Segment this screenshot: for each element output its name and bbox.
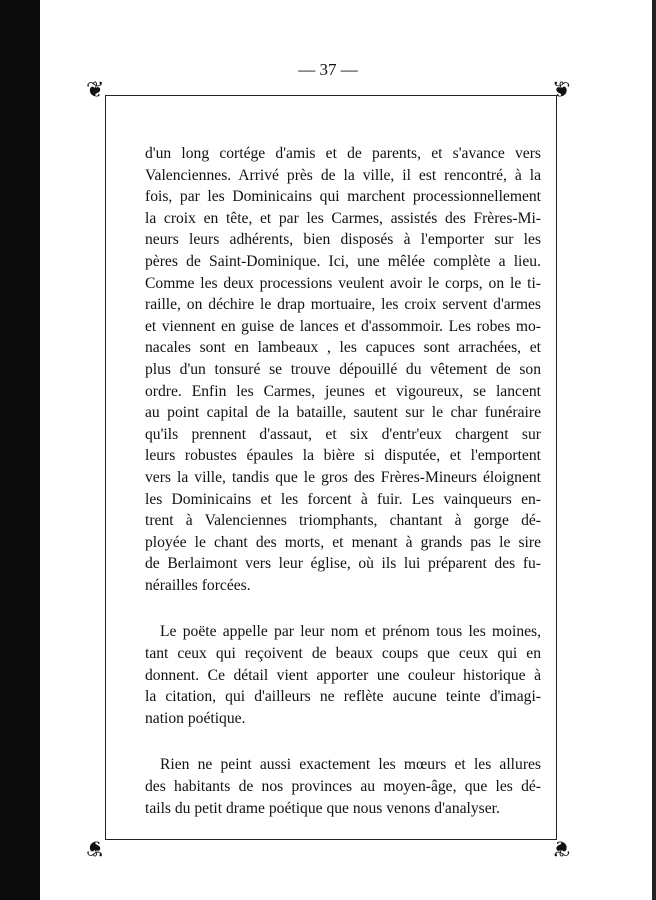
corner-ornament-bottom-right-icon: ❦ — [552, 835, 571, 860]
scan-edge-right — [652, 0, 656, 900]
text-line: la citation, qui d'ailleurs ne reflète aucune teinte d'imagi- — [145, 688, 541, 706]
corner-ornament-bottom-left-icon: ❦ — [86, 835, 105, 860]
scan-edge-left — [0, 0, 40, 900]
text-line: d'un long cortége d'amis et de parents, et s'avance vers — [145, 145, 541, 162]
paragraph — [145, 143, 541, 596]
text-line: vers la ville, tandis que le gros des Frères-Mineurs éloignent — [145, 468, 541, 486]
text-line: leurs robustes épaules la bière si disputée, et l'emportent — [145, 447, 541, 465]
text-line: de Berlaimont vers leur église, où ils lui préparent des fu- — [145, 555, 541, 573]
text-line: Rien ne peint aussi exactement les mœurs et les allures — [160, 756, 541, 774]
text-line: nation poétique. — [145, 709, 246, 727]
text-line: trent à Valenciennes triomphants, chantant à gorge dé- — [145, 512, 541, 530]
body-text — [145, 143, 541, 819]
text-line: donnent. Ce détail vient apporter une couleur historique à — [145, 666, 541, 684]
text-line: fois, par les Dominicains qui marchent processionnellement — [145, 188, 541, 206]
text-line: ployée le chant des morts, et menant à grands pas le sire — [145, 533, 541, 551]
text-line: pères de Saint-Dominique. Ici, une mêlée complète a lieu. — [145, 252, 541, 270]
page-number: — 37 — — [298, 60, 358, 79]
text-line: Valenciennes. Arrivé près de la ville, il est rencontré, à la — [145, 166, 541, 184]
paragraph-gap — [145, 729, 541, 754]
text-line: raille, on déchire le drap mortuaire, les croix servent d'armes — [145, 296, 541, 314]
text-line: nérailles forcées. — [145, 576, 251, 594]
text-line: ordre. Enfin les Carmes, jeunes et vigoureux, se lancent — [145, 382, 541, 400]
text-line: tails du petit drame poétique que nous venons d'analyser. — [145, 799, 500, 817]
paragraph-gap — [145, 596, 541, 621]
paragraph — [145, 621, 541, 729]
corner-ornament-top-right-icon: ❦ — [552, 78, 571, 103]
text-line: tant ceux qui reçoivent de beaux coups que ceux qui en — [145, 645, 541, 663]
text-line: des habitants de nos provinces au moyen-âge, que les dé- — [145, 778, 541, 796]
text-line: la croix en tête, et par les Carmes, assistés des Frères-Mi- — [145, 209, 541, 227]
text-line: plus d'un tonsuré se trouve dépouillé du vêtement de son — [145, 360, 541, 378]
text-line: les Dominicains et les forcent à fuir. Les vainqueurs en- — [145, 490, 541, 508]
text-line: au point capital de la bataille, sautent sur le char funéraire — [145, 404, 541, 422]
text-line: nacales sont en lambeaux , les capuces sont arrachées, et — [145, 339, 541, 357]
text-line: et viennent en guise de lances et d'assommoir. Les robes mo- — [145, 317, 541, 335]
text-line: qu'ils prennent d'assaut, et six d'entr'eux chargent sur — [145, 425, 541, 443]
corner-ornament-top-left-icon: ❦ — [86, 78, 105, 103]
text-line: Le poëte appelle par leur nom et prénom tous les moines, — [160, 623, 541, 641]
text-line: neurs leurs adhérents, bien disposés à l'emporter sur les — [145, 231, 541, 249]
paragraph — [145, 754, 541, 819]
text-line: Comme les deux processions veulent avoir le corps, on le ti- — [145, 274, 541, 292]
